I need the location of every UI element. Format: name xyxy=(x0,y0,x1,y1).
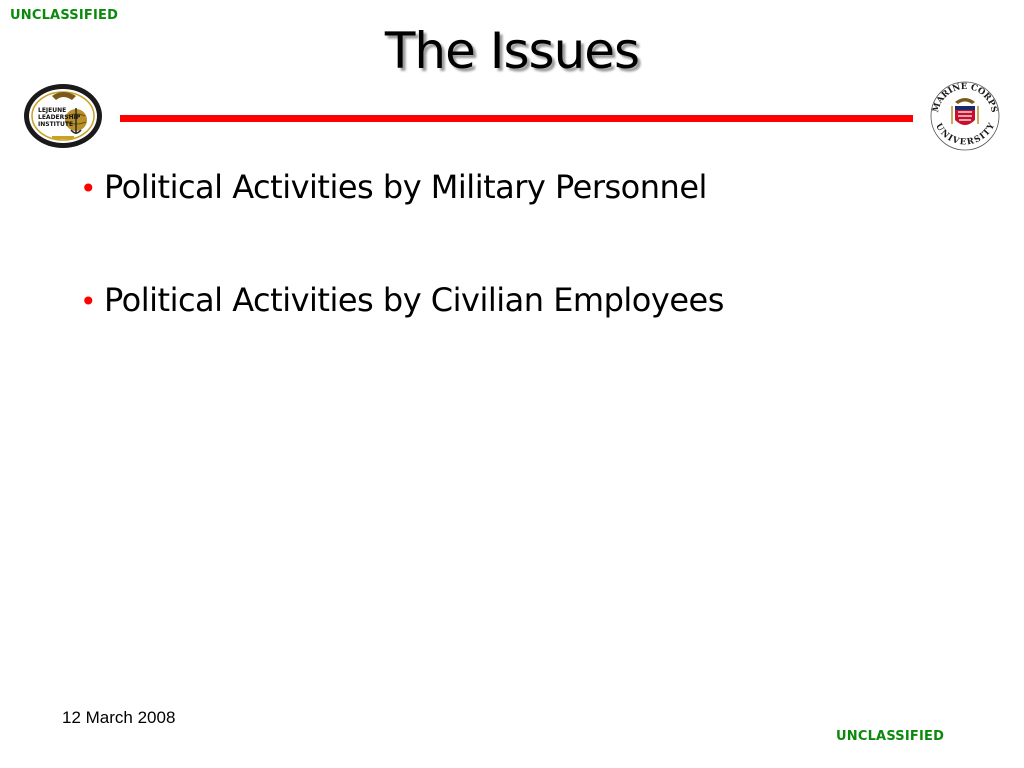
bullet-dot-icon: • xyxy=(80,172,97,205)
classification-banner-bottom: UNCLASSIFIED xyxy=(836,729,945,744)
classification-banner-top: UNCLASSIFIED xyxy=(10,8,119,23)
svg-text:INSTITUTE: INSTITUTE xyxy=(38,121,74,128)
svg-text:UNIVERSITY: UNIVERSITY xyxy=(933,121,997,148)
bullet-text: Political Activities by Military Personnel xyxy=(104,168,707,206)
bullet-item xyxy=(80,281,724,319)
bullet-item xyxy=(80,168,724,206)
lejeune-leadership-institute-logo xyxy=(22,82,104,150)
marine-corps-university-logo xyxy=(928,76,1002,154)
svg-text:LEJEUNE: LEJEUNE xyxy=(38,107,67,114)
bullet-dot-icon: • xyxy=(80,285,97,318)
lejeune-seal-icon xyxy=(22,82,104,150)
bullet-text: Political Activities by Civilian Employees xyxy=(104,281,724,319)
svg-text:MARINE CORPS: MARINE CORPS xyxy=(931,81,999,114)
footer-date: 12 March 2008 xyxy=(62,708,176,727)
mcu-seal-icon xyxy=(928,76,1002,154)
slide-title: The Issues xyxy=(384,22,640,80)
title-divider xyxy=(120,115,913,122)
bullet-list xyxy=(80,168,724,394)
svg-text:LEADERSHIP: LEADERSHIP xyxy=(38,114,81,121)
